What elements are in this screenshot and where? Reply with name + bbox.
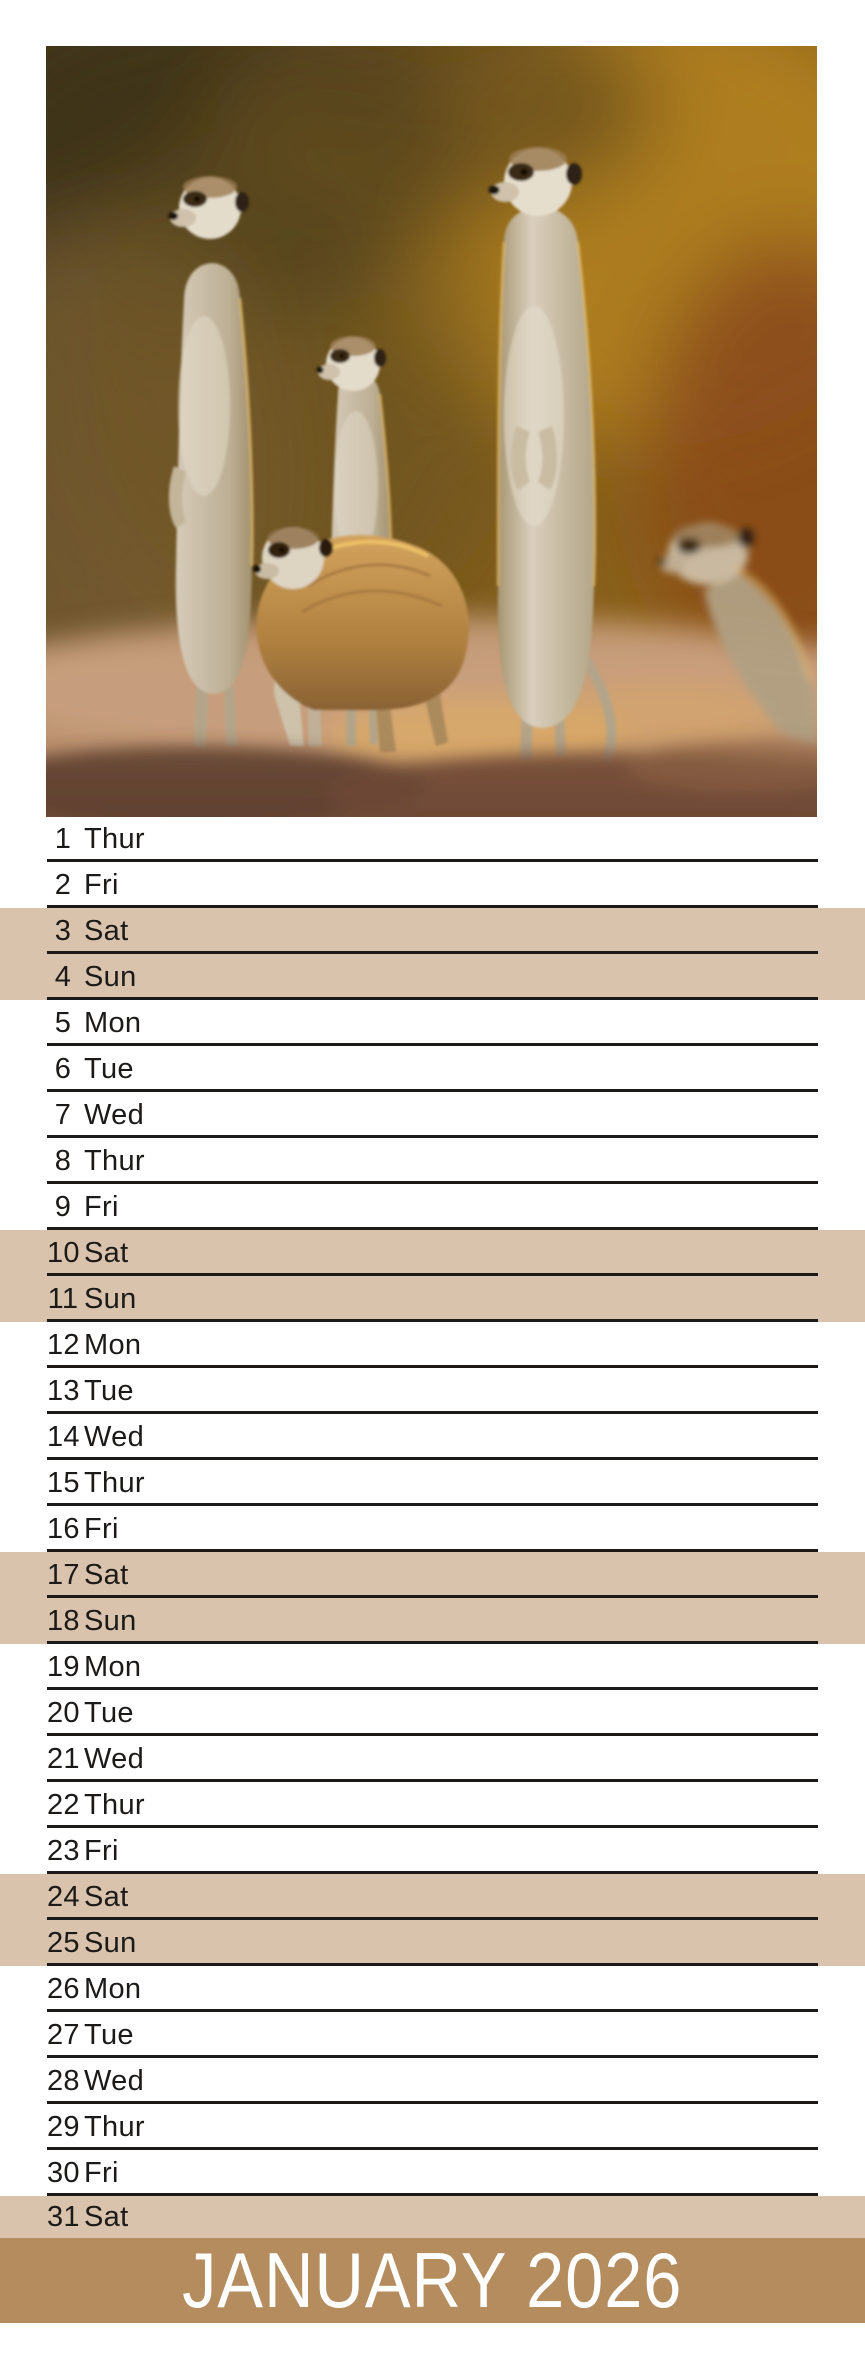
day-number: 1 bbox=[54, 822, 72, 855]
day-name: Thur bbox=[84, 2110, 145, 2143]
day-row bbox=[0, 908, 865, 954]
day-number: 11 bbox=[47, 1282, 79, 1315]
day-row bbox=[0, 1874, 865, 1920]
day-number: 31 bbox=[47, 2200, 80, 2233]
day-name: Sat bbox=[84, 1558, 129, 1591]
day-name: Sat bbox=[84, 1880, 129, 1913]
day-name: Tue bbox=[84, 1052, 134, 1085]
day-name: Sat bbox=[84, 1236, 129, 1269]
day-number: 20 bbox=[47, 1696, 80, 1729]
day-row bbox=[0, 1414, 865, 1460]
day-row bbox=[0, 1138, 865, 1184]
day-number: 13 bbox=[47, 1374, 80, 1407]
day-row bbox=[0, 1046, 865, 1092]
day-name: Thur bbox=[84, 822, 145, 855]
day-row bbox=[0, 1230, 865, 1276]
day-row bbox=[0, 954, 865, 1000]
day-number: 14 bbox=[47, 1420, 80, 1453]
month-banner bbox=[0, 2238, 865, 2323]
day-number: 12 bbox=[47, 1328, 80, 1361]
day-rows bbox=[0, 816, 865, 2238]
day-number: 18 bbox=[47, 1604, 80, 1637]
day-name: Fri bbox=[84, 1512, 119, 1545]
day-number: 10 bbox=[47, 1236, 80, 1269]
day-row bbox=[0, 816, 865, 862]
day-row bbox=[0, 1782, 865, 1828]
day-name: Wed bbox=[84, 2064, 145, 2097]
day-name: Tue bbox=[84, 2018, 134, 2051]
day-name: Wed bbox=[84, 1098, 145, 1131]
day-row bbox=[0, 1092, 865, 1138]
day-row bbox=[0, 862, 865, 908]
day-name: Fri bbox=[84, 1834, 119, 1867]
day-name: Mon bbox=[84, 1328, 142, 1361]
day-name: Mon bbox=[84, 1650, 142, 1683]
day-row bbox=[0, 1000, 865, 1046]
day-name: Thur bbox=[84, 1788, 145, 1821]
day-number: 27 bbox=[47, 2018, 80, 2051]
day-number: 29 bbox=[47, 2110, 80, 2143]
day-row bbox=[0, 2012, 865, 2058]
day-name: Fri bbox=[84, 868, 119, 901]
day-row bbox=[0, 1368, 865, 1414]
day-row bbox=[0, 2058, 865, 2104]
day-number: 22 bbox=[47, 1788, 80, 1821]
day-row bbox=[0, 1828, 865, 1874]
day-number: 25 bbox=[47, 1926, 80, 1959]
day-row bbox=[0, 1920, 865, 1966]
day-name: Sun bbox=[84, 1282, 137, 1315]
day-row bbox=[0, 1506, 865, 1552]
month-title: JANUARY 2026 bbox=[182, 2236, 683, 2324]
day-number: 26 bbox=[47, 1972, 80, 2005]
day-number: 19 bbox=[47, 1650, 80, 1683]
day-name: Sun bbox=[84, 1926, 137, 1959]
day-number: 4 bbox=[54, 960, 72, 993]
day-number: 2 bbox=[54, 868, 72, 901]
day-number: 7 bbox=[54, 1098, 72, 1131]
day-row bbox=[0, 2104, 865, 2150]
day-number: 9 bbox=[54, 1190, 72, 1223]
day-row bbox=[0, 1966, 865, 2012]
day-number: 21 bbox=[47, 1742, 80, 1775]
day-row bbox=[0, 1690, 865, 1736]
day-name: Sat bbox=[84, 914, 129, 947]
day-row bbox=[0, 1460, 865, 1506]
day-name: Sun bbox=[84, 960, 137, 993]
day-number: 24 bbox=[47, 1880, 80, 1913]
day-name: Fri bbox=[84, 2156, 119, 2189]
day-row bbox=[0, 2150, 865, 2196]
day-row bbox=[0, 1552, 865, 1598]
day-row bbox=[0, 2196, 865, 2238]
day-name: Sat bbox=[84, 2200, 129, 2233]
day-name: Tue bbox=[84, 1696, 134, 1729]
day-row bbox=[0, 1736, 865, 1782]
day-name: Wed bbox=[84, 1420, 145, 1453]
day-row bbox=[0, 1598, 865, 1644]
day-number: 30 bbox=[47, 2156, 80, 2189]
day-name: Fri bbox=[84, 1190, 119, 1223]
day-row bbox=[0, 1644, 865, 1690]
day-name: Sun bbox=[84, 1604, 137, 1637]
day-row bbox=[0, 1276, 865, 1322]
day-name: Wed bbox=[84, 1742, 145, 1775]
day-number: 28 bbox=[47, 2064, 80, 2097]
day-name: Mon bbox=[84, 1006, 142, 1039]
day-name: Mon bbox=[84, 1972, 142, 2005]
meerkat-photo-art bbox=[46, 46, 817, 817]
day-number: 17 bbox=[47, 1558, 80, 1591]
day-name: Tue bbox=[84, 1374, 134, 1407]
day-number: 5 bbox=[54, 1006, 72, 1039]
day-row bbox=[0, 1184, 865, 1230]
day-row bbox=[0, 1322, 865, 1368]
day-number: 23 bbox=[47, 1834, 80, 1867]
day-name: Thur bbox=[84, 1144, 145, 1177]
day-number: 15 bbox=[47, 1466, 80, 1499]
day-name: Thur bbox=[84, 1466, 145, 1499]
day-number: 8 bbox=[54, 1144, 72, 1177]
day-number: 3 bbox=[54, 914, 72, 947]
day-number: 6 bbox=[54, 1052, 72, 1085]
meerkat-photo bbox=[46, 46, 817, 817]
day-number: 16 bbox=[47, 1512, 80, 1545]
